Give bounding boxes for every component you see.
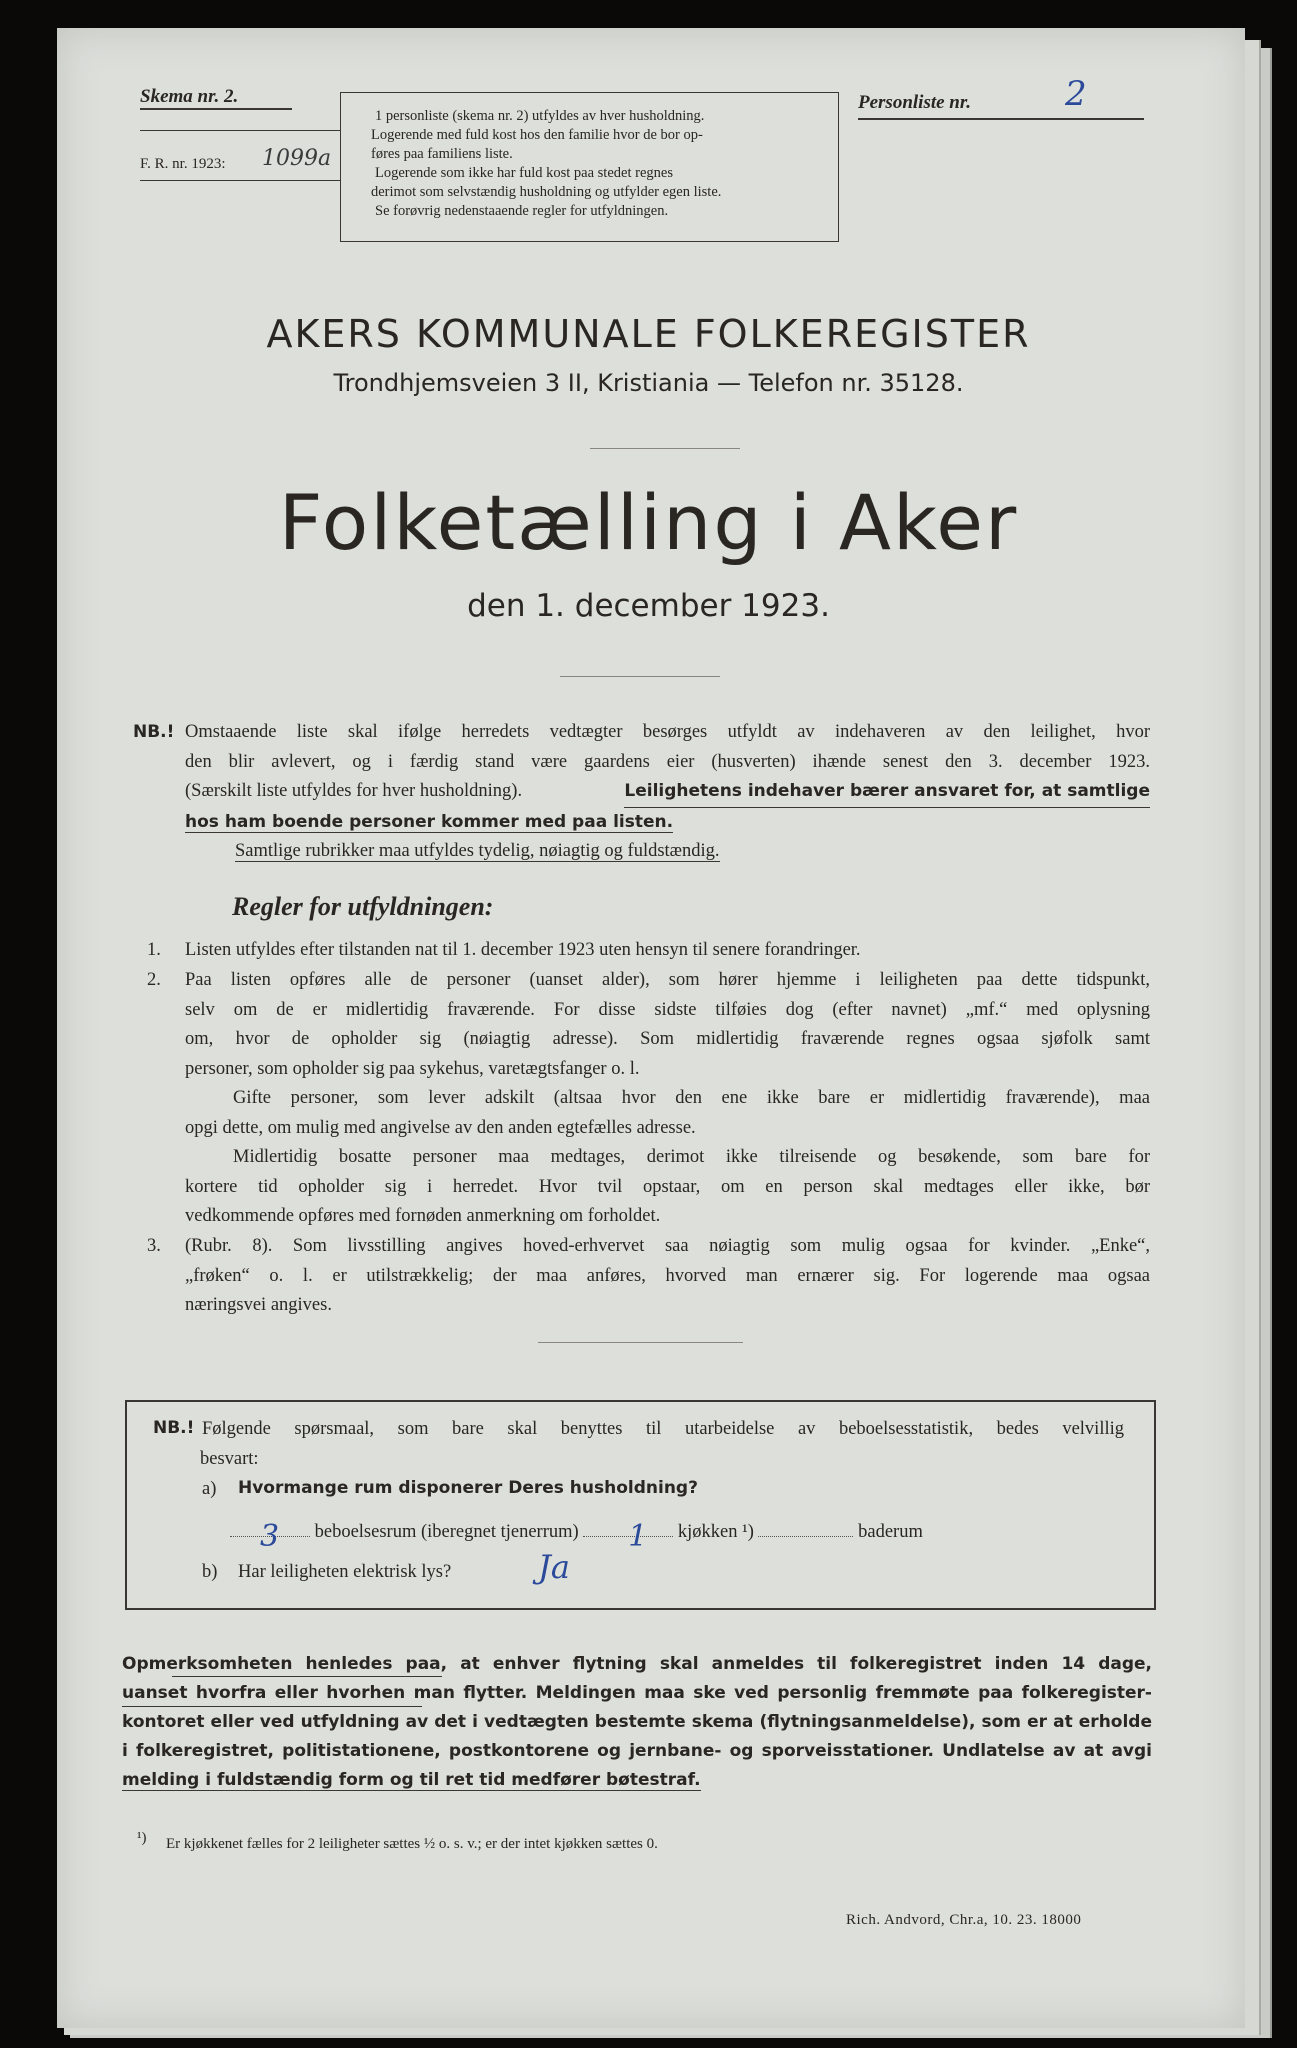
question-label: a) <box>202 1479 217 1499</box>
rule-line: Paa listen opføres alle de personer (uanset alder), som hører hjemme i leiligheten paa dette tidspunkt, <box>185 970 1150 990</box>
notice-line: Opmerksomheten henledes paa, at enhver flytning skal anmeldes til folkeregistret inden 14 dage, <box>122 1654 1152 1674</box>
footnote-mark: ¹) <box>137 1830 147 1846</box>
personliste-label: Personliste nr. <box>858 92 971 113</box>
rule-number: 2. <box>147 970 161 990</box>
rule-line: kortere tid opholder sig i herredet. Hvor tvil opstaar, om en person skal medtages eller ikke, bør <box>185 1176 1150 1197</box>
rule-3 <box>185 1232 1150 1321</box>
census-date: den 1. december 1923. <box>467 588 830 624</box>
fr-value: 1099a <box>262 146 332 171</box>
rule-line: selv om de er midlertidig fraværende. For disse sidste tilføies dog (efter navnet) „mf.“ med oplysning <box>185 999 1150 1020</box>
bath-field[interactable] <box>758 1536 853 1537</box>
rooms-label: beboelsesrum (iberegnet tjenerrum) <box>314 1522 579 1542</box>
rooms-answer-row <box>230 1518 1190 1554</box>
divider <box>140 130 340 131</box>
instruction-box <box>340 92 839 242</box>
nb-notice <box>185 718 1150 867</box>
nb-line: Omstaaende liste skal ifølge herredets vedtægter besørges utfyldt av indehaveren av den leilighet, hvor <box>185 722 1150 742</box>
question-rooms: Hvormange rum disponerer Deres husholdning? <box>238 1478 698 1498</box>
rule-line: opgi dette, om mulig med angivelse av den anden egtefælles adresse. <box>185 1117 696 1138</box>
box-line: Logerende med fuld kost hos den familie hvor de bor op- <box>371 127 703 143</box>
notice-line: melding i fuldstændig form og til ret tid medfører bøtestraf. <box>122 1770 701 1790</box>
box-line: Logerende som ikke har fuld kost paa stedet regnes <box>375 165 673 181</box>
nb-label: NB.! <box>153 1418 195 1438</box>
box-line: 1 personliste (skema nr. 2) utfyldes av hver husholdning. <box>375 108 705 124</box>
office-title: AKERS KOMMUNALE FOLKEREGISTER <box>266 312 1031 356</box>
kitchen-label: kjøkken ¹) <box>677 1522 754 1542</box>
nb-emphasis: Samtlige rubrikker maa utfyldes tydelig, nøiagtig og fuldstændig. <box>235 841 720 861</box>
rooms-value: 3 <box>260 1519 280 1554</box>
skema-label: Skema nr. 2. <box>140 86 292 110</box>
divider <box>538 1342 743 1343</box>
office-address: Trondhjemsveien 3 II, Kristiania — Telefon nr. 35128. <box>333 369 964 397</box>
notice-line: uanset hvorfra eller hvorhen man flytter. Meldingen maa ske ved personlig fremmøte paa folkeregister- <box>122 1683 1152 1703</box>
rule-line: personer, som opholder sig paa sykehus, varetægtsfanger o. l. <box>185 1058 640 1079</box>
divider <box>140 180 340 181</box>
housing-intro-line: besvart: <box>200 1448 259 1469</box>
moving-notice <box>122 1650 1152 1795</box>
question-electric <box>238 1558 451 1588</box>
rules-heading: Regler for utfyldningen: <box>232 892 494 921</box>
rule-1: Listen utfyldes efter tilstanden nat til 1. december 1923 uten hensyn til senere forandringer. <box>185 940 861 960</box>
personliste-field <box>858 92 1144 120</box>
rule-line: Gifte personer, som lever adskilt (altsaa hvor den ene ikke bare er midlertidig fraværende), maa <box>233 1088 1150 1108</box>
rule-2 <box>185 966 1150 1232</box>
bath-label: baderum <box>858 1522 923 1542</box>
rule-line: næringsvei angives. <box>185 1295 332 1315</box>
question-label: b) <box>202 1562 218 1582</box>
electric-value: Ja <box>538 1548 570 1586</box>
rule-line: „frøken“ o. l. er utilstrækkelig; der maa anføres, hvorved man ernærer sig. For logerende maa ogsaa <box>185 1265 1150 1286</box>
fr-label: F. R. nr. 1923: <box>140 156 226 172</box>
rule-line: (Rubr. 8). Som livsstilling angives hoved-erhvervet saa nøiagtig som mulig ogsaa for kvinder. „Enke“, <box>185 1236 1150 1256</box>
rule-line: Midlertidig bosatte personer maa medtages, derimot ikke tilreisende og besøkende, som bare for <box>233 1147 1150 1167</box>
rule-number: 3. <box>147 1236 161 1256</box>
nb-emphasis: hos ham boende personer kommer med paa listen. <box>185 811 674 832</box>
rule-number: 1. <box>147 940 161 960</box>
divider <box>590 448 740 449</box>
main-title: Folketælling i Aker <box>278 478 1019 567</box>
box-line: Se forøvrig nedenstaaende regler for utfyldningen. <box>375 203 669 219</box>
rooms-field[interactable] <box>230 1519 310 1554</box>
underline <box>122 1706 422 1707</box>
nb-emphasis: Leilighetens indehaver bærer ansvaret for, at samtlige <box>624 777 1150 808</box>
divider <box>560 676 720 677</box>
rule-line: vedkommende opføres med fornøden anmerkning om forholdet. <box>185 1206 661 1226</box>
notice-line: kontoret eller ved utfyldning av det i vedtægten bestemte skema (flytningsanmeldelse), som er at erholde <box>122 1712 1152 1732</box>
kitchen-value: 1 <box>628 1519 648 1554</box>
nb-line: den blir avlevert, og i færdig stand være gaardens eier (husverten) ihænde senest den 3. december 1923. <box>185 751 1150 772</box>
nb-line <box>185 777 1150 808</box>
notice-line: i folkeregistret, politistationene, postkontorene og jernbane- og sporveisstationer. Undlatelse av at avgi <box>122 1741 1152 1761</box>
box-line: derimot som selvstændig husholdning og utfylder egen liste. <box>371 184 722 200</box>
printer-imprint: Rich. Andvord, Chr.a, 10. 23. 18000 <box>846 1912 1082 1928</box>
housing-intro-line: Følgende spørsmaal, som bare skal benyttes til utarbeidelse av beboelsesstatistik, bedes velvillig <box>202 1419 1124 1439</box>
housing-intro <box>202 1415 1124 1474</box>
personliste-value: 2 <box>1065 74 1087 114</box>
kitchen-field[interactable] <box>583 1519 673 1554</box>
question-electric-text: Har leiligheten elektrisk lys? <box>238 1562 452 1582</box>
underline <box>172 1676 442 1677</box>
box-line: føres paa familiens liste. <box>371 146 513 162</box>
rule-line: om, hvor de opholder sig (nøiagtig adresse). Som midlertidig fraværende regnes ogsaa sjøfolk samt <box>185 1029 1150 1049</box>
footnote-text: Er kjøkkenet fælles for 2 leiligheter sættes ½ o. s. v.; er der intet kjøkken sættes 0. <box>166 1836 658 1852</box>
nb-label: NB.! <box>133 722 175 742</box>
nb-line-part: (Særskilt liste utfyldes for hver husholdning). <box>185 781 523 801</box>
